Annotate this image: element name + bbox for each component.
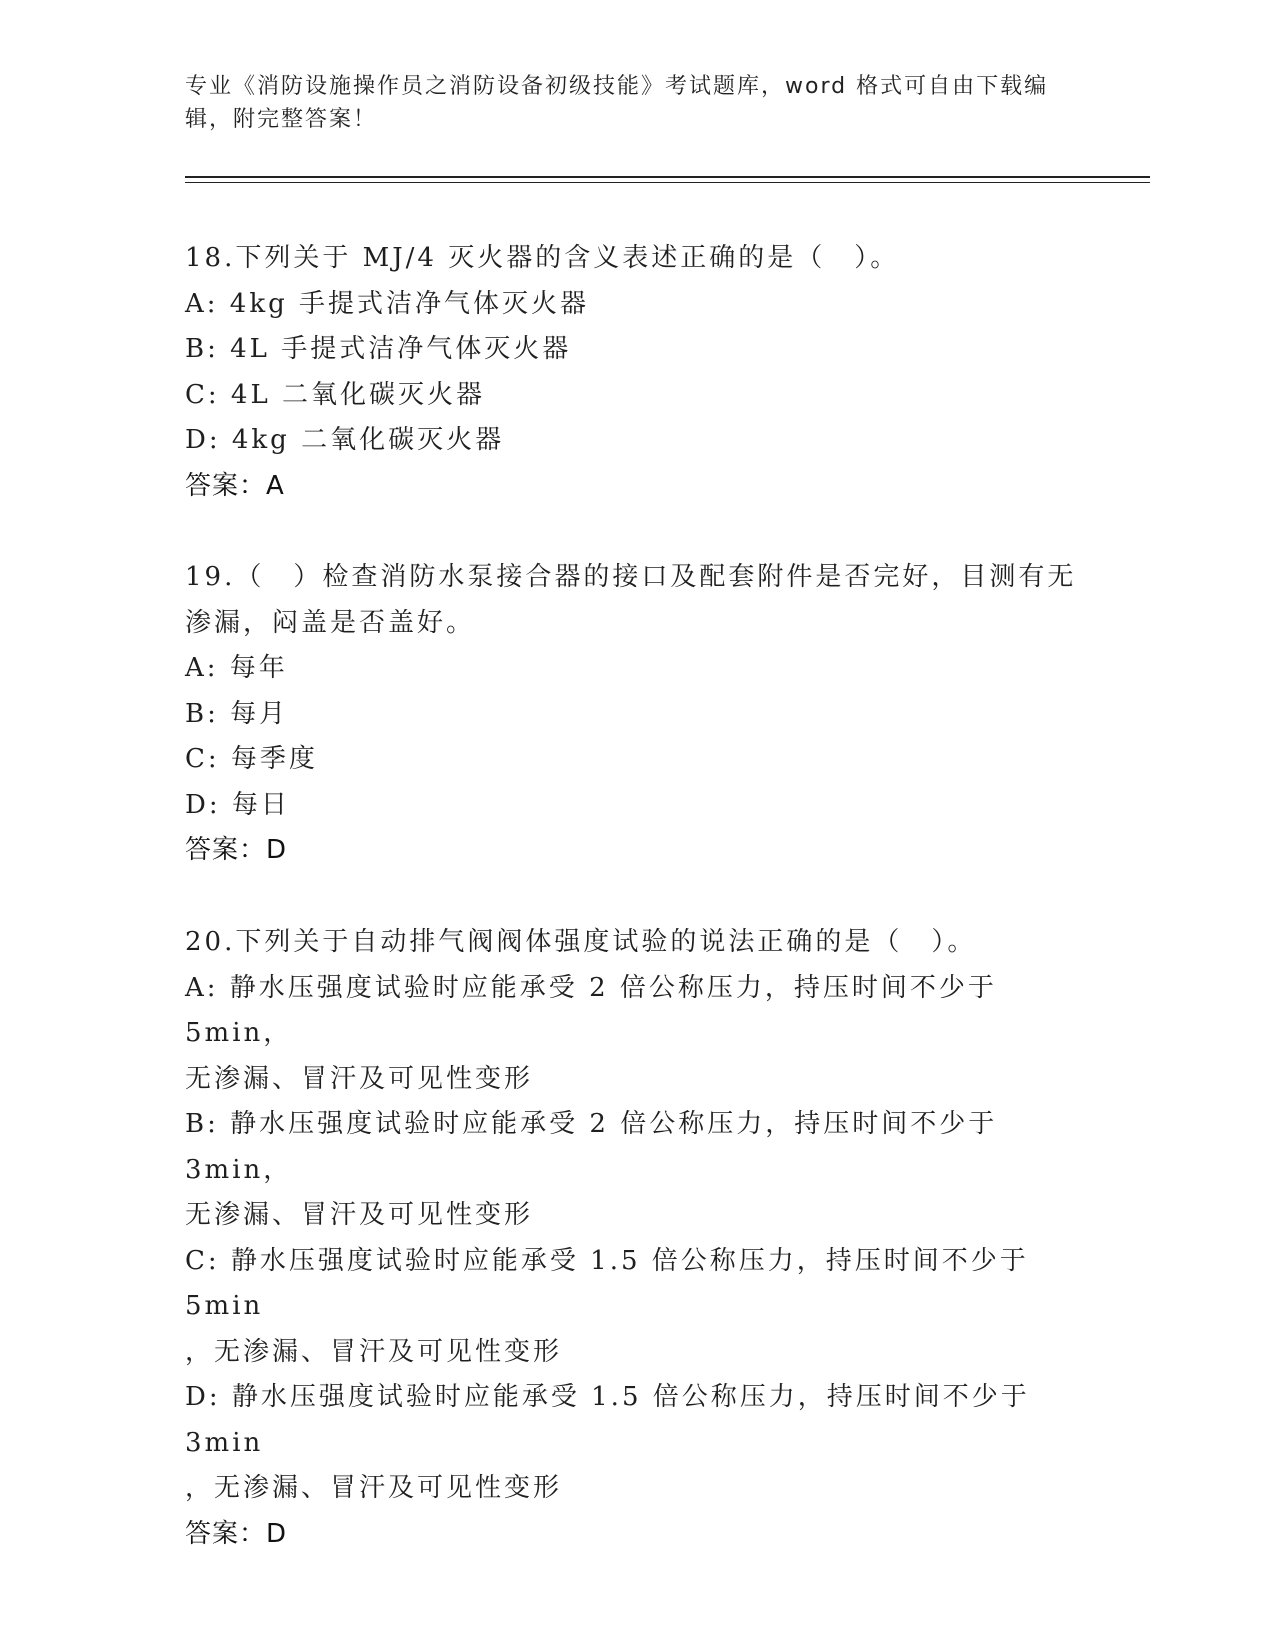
option-a: A: 4kg 手提式洁净气体灭火器 (185, 288, 590, 319)
option-b: B: 4L 手提式洁净气体灭火器 (185, 334, 572, 364)
question-stem: 19.（ ）检查消防水泵接合器的接口及配套附件是否完好，目测有无 (185, 562, 1077, 592)
question-stem: 18.下列关于 MJ/4 灭火器的含义表述正确的是（ ）。 (185, 243, 900, 273)
option-a-continued: 无渗漏、冒汗及可见性变形 (185, 1063, 534, 1094)
answer: 答案：D (185, 1518, 288, 1549)
document-header (185, 70, 1065, 136)
option-c: C: 静水压强度试验时应能承受 1.5 倍公称压力，持压时间不少于 5min (185, 1245, 1041, 1321)
question-18 (185, 236, 1085, 509)
option-b: B: 静水压强度试验时应能承受 2 倍公称压力，持压时间不少于 3min， (185, 1109, 1009, 1185)
header-line-2: 辑，附完整答案！ (185, 107, 378, 132)
header-line-1: 专业《消防设施操作员之消防设备初级技能》考试题库，word 格式可自由下载编 (185, 74, 1049, 99)
option-d: D: 每日 (185, 789, 290, 820)
option-b: B: 每月 (185, 698, 289, 729)
question-19 (185, 555, 1085, 874)
option-a: A: 每年 (185, 653, 288, 683)
option-b-continued: 无渗漏、冒汗及可见性变形 (185, 1200, 534, 1230)
answer: 答案：D (185, 835, 288, 865)
header-divider-thin (185, 182, 1150, 183)
header-divider-thick (185, 176, 1150, 178)
option-d-continued: ，无渗漏、冒汗及可见性变形 (185, 1473, 563, 1503)
question-20 (185, 920, 1085, 1557)
option-d: D: 4kg 二氧化碳灭火器 (185, 425, 505, 455)
option-c-continued: ，无渗漏、冒汗及可见性变形 (185, 1336, 563, 1367)
option-d: D: 静水压强度试验时应能承受 1.5 倍公称压力，持压时间不少于 3min (185, 1382, 1042, 1458)
option-c: C: 4L 二氧化碳灭火器 (185, 379, 485, 410)
option-c: C: 每季度 (185, 744, 318, 774)
option-a: A: 静水压强度试验时应能承受 2 倍公称压力，持压时间不少于 5min， (185, 972, 1009, 1048)
question-stem-continued: 渗漏，闷盖是否盖好。 (185, 607, 476, 638)
answer: 答案：A (185, 470, 285, 501)
question-stem: 20.下列关于自动排气阀阀体强度试验的说法正确的是（ ）。 (185, 927, 977, 957)
